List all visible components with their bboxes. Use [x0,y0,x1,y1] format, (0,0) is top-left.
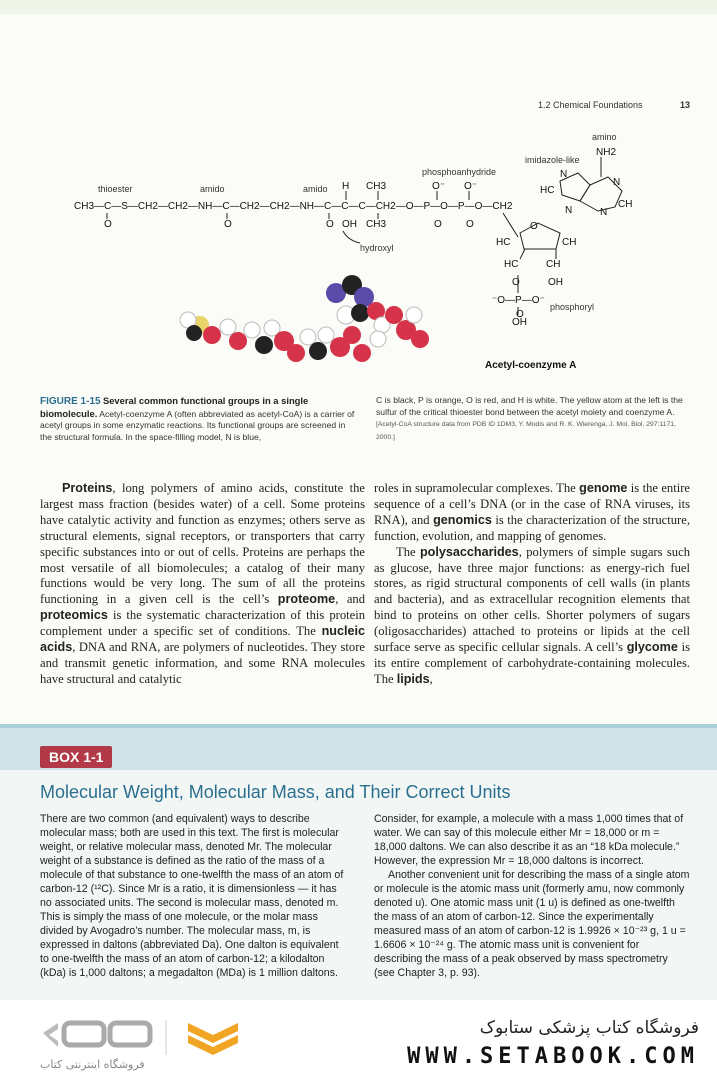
box-paragraph: There are two common (and equivalent) ways to describe molecular mass; both are used in this text. The first is molecular weight, or relative molecular mass, denoted Mr. The molecular weight of a substance is defined as the ratio of the mass of a molecule of that substance to one-twelfth the mass of an atom of carbon-12 (¹²C). Since Mr is a ratio, it is dimensionless — it has no associated units. The second is molecular mass, denoted m. This is simply the mass of one molecule, or the molar mass divided by Avogadro’s number. The molecular mass, m, is expressed in daltons (abbreviated Da). One dalton is equivalent to one-twelfth the mass of an atom of carbon-12; a kilodalton (kDa) is 1,000 daltons; a megadalton (MDa) is 1 million daltons. [40,813,344,979]
svg-text:HC: HC [496,237,511,248]
caption-text-2: C is black, P is orange, O is red, and H is white. The yellow atom at the left is the sulfur of the critical thioester bond between the acetyl moiety and coenzyme A. [376,395,683,417]
box-left-column [40,812,350,980]
acetyl-coa-figure [60,125,680,380]
svg-text:HC: HC [540,185,555,196]
svg-text:HC: HC [504,259,519,270]
caption-col-1 [40,395,355,443]
paragraph: roles in supramolecular complexes. The genome is the entire sequence of a cell’s DNA (or in the case of RNA viruses, its RNA), and genomics is the characterization of the structure, function, evolution, and mapping of genomes. [374,481,690,543]
paragraph: Proteins, long polymers of amino acids, constitute the largest mass fraction (besides water) of a cell. Some proteins have catalytic activity and function as enzymes; others serve as structural elements, signal receptors, or transporters that carry specific substances into or out of cells. Proteins are perhaps the most versatile of all biomolecules; a catalog of their many functions would be very long. The sum of all the proteins functioning in a given cell is the cell’s proteome, and proteomics is the systematic characterization of this protein complement under a specific set of conditions. The nucleic acids, DNA and RNA, are polymers of nucleotides. They store and transmit genetic information, and some RNA molecules have structural and catalytic [40,481,365,686]
body-right-column [374,481,690,688]
svg-text:O: O [516,309,524,320]
svg-text:O: O [530,221,538,232]
term-proteins: Proteins [62,481,113,495]
svg-text:NH2: NH2 [596,147,617,158]
svg-text:N: N [560,169,568,180]
shop-url[interactable]: WWW.SETABOOK.COM [407,1044,699,1069]
svg-text:OH: OH [342,219,357,230]
svg-text:O: O [512,277,520,288]
svg-text:CH: CH [618,199,633,210]
term-proteome: proteome [277,592,336,607]
svg-text:N: N [613,177,621,188]
shop-name: فروشگاه کتاب پزشکی ستابوک [479,1018,699,1038]
caption-col-2 [376,395,691,443]
figure-title: Several common functional groups in a single biomolecule. [40,395,309,419]
label-phosphoryl: phosphoryl [550,302,595,312]
structural-formula [74,147,632,328]
figure-label: FIGURE 1-15 [40,396,101,407]
term-glycome: glycome [626,640,678,655]
space-filling-model [180,275,429,362]
svg-text:OH: OH [512,317,527,328]
logo-tagline: فروشگاه اینترنتی کتاب [40,1058,145,1071]
box-paragraph: Consider, for example, a molecule with a mass 1,000 times that of water. We can say of this molecule either Mr = 18,000 or m = 18,000 daltons. We can also describe it as an “18 kDa molecule.” However, the expression Mr = 18,000 daltons is incorrect. [374,813,684,867]
term-lipids: lipids [396,671,430,686]
svg-text:⁻O—P—O⁻: ⁻O—P—O⁻ [492,295,545,306]
label-hydroxyl: hydroxyl [360,243,394,253]
term-genomics: genomics [433,512,492,527]
svg-text:O: O [326,219,334,230]
svg-text:O: O [434,219,442,230]
svg-text:OH: OH [548,277,563,288]
molecule-name: Acetyl-coenzyme A [485,360,577,371]
svg-text:H: H [342,181,350,192]
label-amido-1: amido [200,184,225,194]
svg-text:N: N [565,205,573,216]
term-polysaccharides: polysaccharides [419,544,519,559]
body-left-column [40,481,365,688]
label-imidazole: imidazole-like [525,155,580,165]
term-proteomics: proteomics [40,608,108,623]
svg-text:O: O [466,219,474,230]
svg-text:O⁻: O⁻ [432,181,446,192]
svg-text:O: O [224,219,232,230]
label-amido-2: amido [303,184,328,194]
page-number: 13 [679,100,690,110]
svg-text:CH3: CH3 [366,181,387,192]
box-right-column [374,812,690,980]
box-title: Molecular Weight, Molecular Mass, and Their Correct Units [40,782,511,802]
svg-text:CH: CH [562,237,577,248]
svg-text:CH3: CH3 [366,219,387,230]
svg-text:O: O [104,219,112,230]
setabook-logo [38,1015,278,1060]
top-band [0,0,717,14]
running-head-section: 1.2 Chemical Foundations [538,100,643,110]
caption-citation: [Acetyl-CoA structure data from PDB ID 1DM3, Y. Modis and R. K. Wierenga, J. Mol. Biol. 297:1171, 2000.] [376,421,676,441]
term-nucleic-acids: nucleic acids [40,624,365,655]
paragraph: The polysaccharides, polymers of simple sugars such as glucose, have three major functions: as energy-rich fuel stores, as rigid structural components of cell walls (in plants and bacteria), and as extracellular recognition elements that bind to proteins on other cells. Shorter polymers of sugars (oligosaccharides) attached to proteins or lipids at the cell surface serve as specific cellular signals. A cell’s glycome is its entire complement of carbohydrate-containing molecules. The lipids, [374,544,690,686]
svg-text:CH: CH [546,259,561,270]
term-genome: genome [579,481,628,495]
svg-text:N: N [600,207,608,218]
box-paragraph: Another convenient unit for describing the mass of a single atom or molecule is the atomic mass unit (formerly amu, now commonly denoted u). One atomic mass unit (1 u) is defined as one-twelfth the mass of an atom of carbon-12. Since the experimentally measured mass of an atom of carbon-12 is 1.9926 × 10⁻²³ g, 1 u = 1.6606 × 10⁻²⁴ g. The atomic mass unit is convenient for describing the mass of a peak observed by mass spectrometry (see Chapter 3, p. 93). [374,869,690,979]
box-label: BOX 1-1 [40,746,112,768]
label-amino: amino [592,132,617,142]
formula-chain: CH3—C—S—CH2—CH2—NH—C—CH2—CH2—NH—C—C—C—CH2—O—P—O—P—O—CH2 [74,201,513,212]
label-phosphoanhydride: phosphoanhydride [422,167,497,177]
caption-text-1: Acetyl-coenzyme A (often abbreviated as acetyl-CoA) is a carrier of acetyl groups in some enzymatic reactions. Its functional groups are screened in the structural formula. In the space-filling model, N is blue, [40,408,355,442]
svg-text:O⁻: O⁻ [464,181,478,192]
label-thioester: thioester [98,184,133,194]
